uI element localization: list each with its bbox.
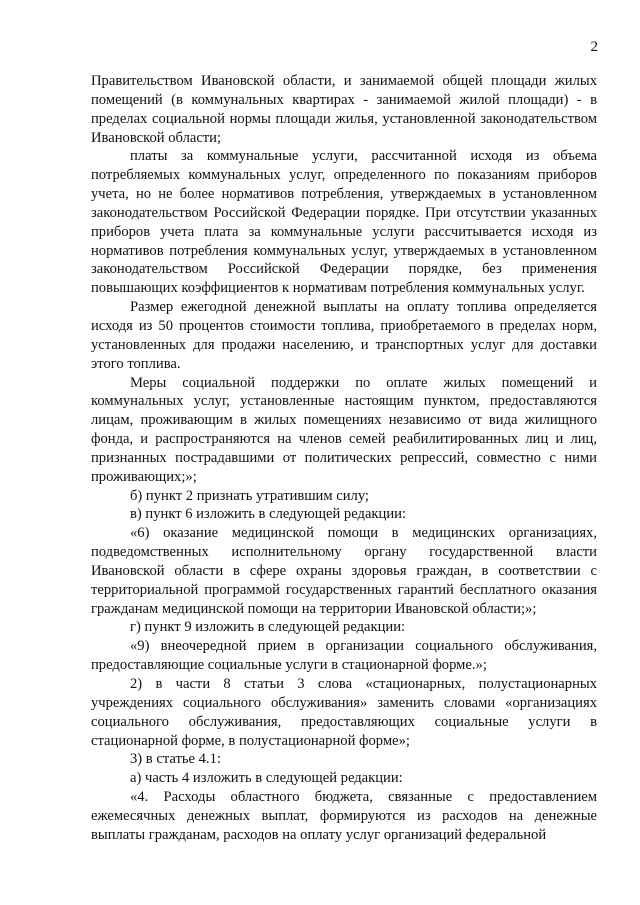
document-body bbox=[91, 72, 597, 845]
paragraph: б) пункт 2 признать утратившим силу; bbox=[130, 487, 369, 504]
paragraph: «4. Расходы областного бюджета, связанные с предоставлением ежемесячных денежных выплат, формируются из расходов на денежные выплаты гражданам, расходов на оплату услуг организаций федеральной bbox=[91, 789, 597, 843]
paragraph: в) пункт 6 изложить в следующей редакции: bbox=[130, 506, 406, 523]
paragraph: Меры социальной поддержки по оплате жилых помещений и коммунальных услуг, установленные настоящим пунктом, предоставляются лицам, проживающим в жилых помещениях независимо от вида жилищного фонда, и распространяются на членов семей реабилитированных лиц и лиц, признанных пострадавшими от политических репрессий, совместно с ними проживающих;»; bbox=[91, 374, 597, 485]
page-number: 2 bbox=[590, 39, 598, 55]
paragraph: г) пункт 9 изложить в следующей редакции: bbox=[130, 619, 406, 636]
paragraph: Правительством Ивановской области, и занимаемой общей площади жилых помещений (в коммунальных квартирах - занимаемой жилой площади) - в пределах социальной нормы площади жилья, установленной законодательством Ивановской области; bbox=[91, 73, 597, 146]
paragraph: «6) оказание медицинской помощи в медицинских организациях, подведомственных исполнительному органу государственной власти Ивановской области в сфере охраны здоровья граждан, в соответствии с территориальной программой государственных гарантий бесплатного оказания гражданам медицинской помощи на территории Ивановской области;»; bbox=[91, 525, 597, 617]
paragraph: платы за коммунальные услуги, рассчитанной исходя из объема потребляемых коммунальных услуг, определенного по показаниям приборов учета, но не более нормативов потребления, утверждаемых в установленном законодательством Российской Федерации порядке. При отсутствии указанных приборов учета плата за коммунальные услуги рассчитывается исходя из нормативов потребления коммунальных услуг, утверждаемых в установленном законодательством Российской Федерации порядке, без применения повышающих коэффициентов к нормативам потребления коммунальных услуг. bbox=[91, 148, 597, 297]
paragraph: 2) в части 8 статьи 3 слова «стационарных, полустационарных учреждениях социального обслуживания» заменить словами «организациях социального обслуживания, предоставляющих социальные услуги в стационарной форме, в полустационарной форме»; bbox=[91, 676, 597, 749]
paragraph: 3) в статье 4.1: bbox=[130, 751, 221, 768]
paragraph: Размер ежегодной денежной выплаты на оплату топлива определяется исходя из 50 процентов стоимости топлива, приобретаемого в пределах норм, установленных для продажи населению, и транспортных услуг для доставки этого топлива. bbox=[91, 299, 597, 372]
paragraph: «9) внеочередной прием в организации социального обслуживания, предоставляющие социальные услуги в стационарной форме.»; bbox=[91, 638, 597, 674]
paragraph: а) часть 4 изложить в следующей редакции: bbox=[130, 770, 403, 787]
